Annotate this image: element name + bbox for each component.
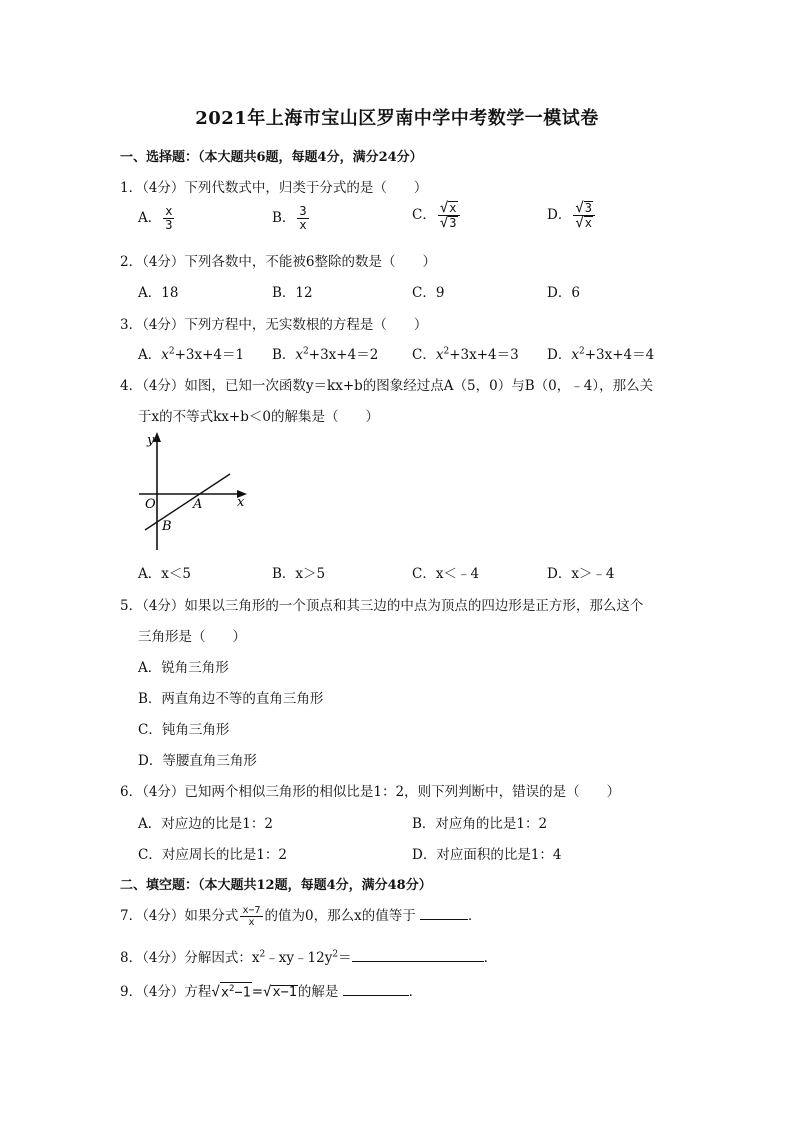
q8-answer-blank[interactable] [352,949,484,962]
q5-option-a[interactable]: A．锐角三角形 [138,660,229,676]
q2-option-a[interactable]: A．18 [138,285,179,301]
q3-option-b[interactable]: B．$x^2+3x+4=2$ [272,346,379,363]
q2-option-d[interactable]: D．6 [547,285,580,301]
graph-label-a: A [193,497,203,512]
question-5-line-2: 三角形是（ ） [138,629,246,645]
q3-option-a[interactable]: A．$x^2+3x+4=1$ [138,346,245,363]
q2-option-c[interactable]: C．9 [412,285,445,301]
question-5-line-1: 5．（4分）如果以三角形的一个顶点和其三边的中点为顶点的四边形是正方形，那么这个 [120,598,644,614]
q6-option-a[interactable]: A．对应边的比是1：2 [138,816,273,832]
q9-answer-blank[interactable] [343,983,409,996]
q4-option-c[interactable]: C．x＜﹣4 [412,566,480,582]
q3-option-d[interactable]: D．$x^2+3x+4=4$ [547,346,655,363]
graph-label-y: y [147,433,155,448]
q2-option-b[interactable]: B．12 [272,285,313,301]
q7-answer-blank[interactable] [420,907,468,920]
q1-option-d[interactable]: D． √ 3 √ x [547,201,597,230]
q6-option-d[interactable]: D．对应面积的比是1：4 [412,847,562,863]
q4-option-d[interactable]: D．x＞﹣4 [547,566,615,582]
question-2: 2．（4分）下列各数中，不能被6整除的数是（ ） [120,254,437,270]
q1-option-a[interactable]: A． $\frac{x}{3}$ [138,204,173,232]
q5-option-c[interactable]: C．钝角三角形 [138,722,230,738]
graph-label-b: B [162,519,172,534]
q6-option-b[interactable]: B．对应角的比是1：2 [412,816,548,832]
graph-label-x: x [237,495,245,510]
question-4-line-2: 于x的不等式kx+b＜0的解集是（ ） [138,409,379,425]
question-8: 8．（4分）分解因式：$x^2﹣xy﹣12y^2=$ ． [120,949,498,966]
question-6: 6．（4分）已知两个相似三角形的相似比是1：2，则下列判断中，错误的是（ ） [120,784,621,800]
q6-option-c[interactable]: C．对应周长的比是1：2 [138,847,288,863]
q5-option-d[interactable]: D．等腰直角三角形 [138,753,257,769]
q4-option-a[interactable]: A．x＜5 [138,566,191,582]
q1-option-c[interactable]: C． √ x √ 3 [412,201,462,230]
page-title: 2021年上海市宝山区罗南中学中考数学一模试卷 [195,108,599,129]
question-9: 9．（4分）方程 √ $x^2-1$ = √ x−1 的解是 ． [120,983,423,1000]
graph-label-o: O [145,497,156,512]
q1-option-b[interactable]: B． $\frac{3}{x}$ [272,204,307,232]
question-7: 7．（4分）如果分式 $\frac{x-7}{x}$ 的值为0，那么x的值等于 ． [120,905,482,928]
q4-graph [135,430,250,552]
question-4-line-1: 4．（4分）如图，已知一次函数y＝kx+b的图象经过点A（5，0）与B（0，﹣4），那么关 [120,378,654,394]
q4-option-b[interactable]: B．x＞5 [272,566,326,582]
section-heading-choice: 一、选择题：（本大题共6题，每题4分，满分24分） [120,150,423,165]
question-1: 1．（4分）下列代数式中，归类于分式的是（ ） [120,180,428,196]
q3-option-c[interactable]: C．$x^2+3x+4=3$ [412,346,519,363]
question-3: 3．（4分）下列方程中，无实数根的方程是（ ） [120,317,428,333]
section-heading-fill: 二、填空题：（本大题共12题，每题4分，满分48分） [120,878,432,893]
q5-option-b[interactable]: B．两直角边不等的直角三角形 [138,691,324,707]
